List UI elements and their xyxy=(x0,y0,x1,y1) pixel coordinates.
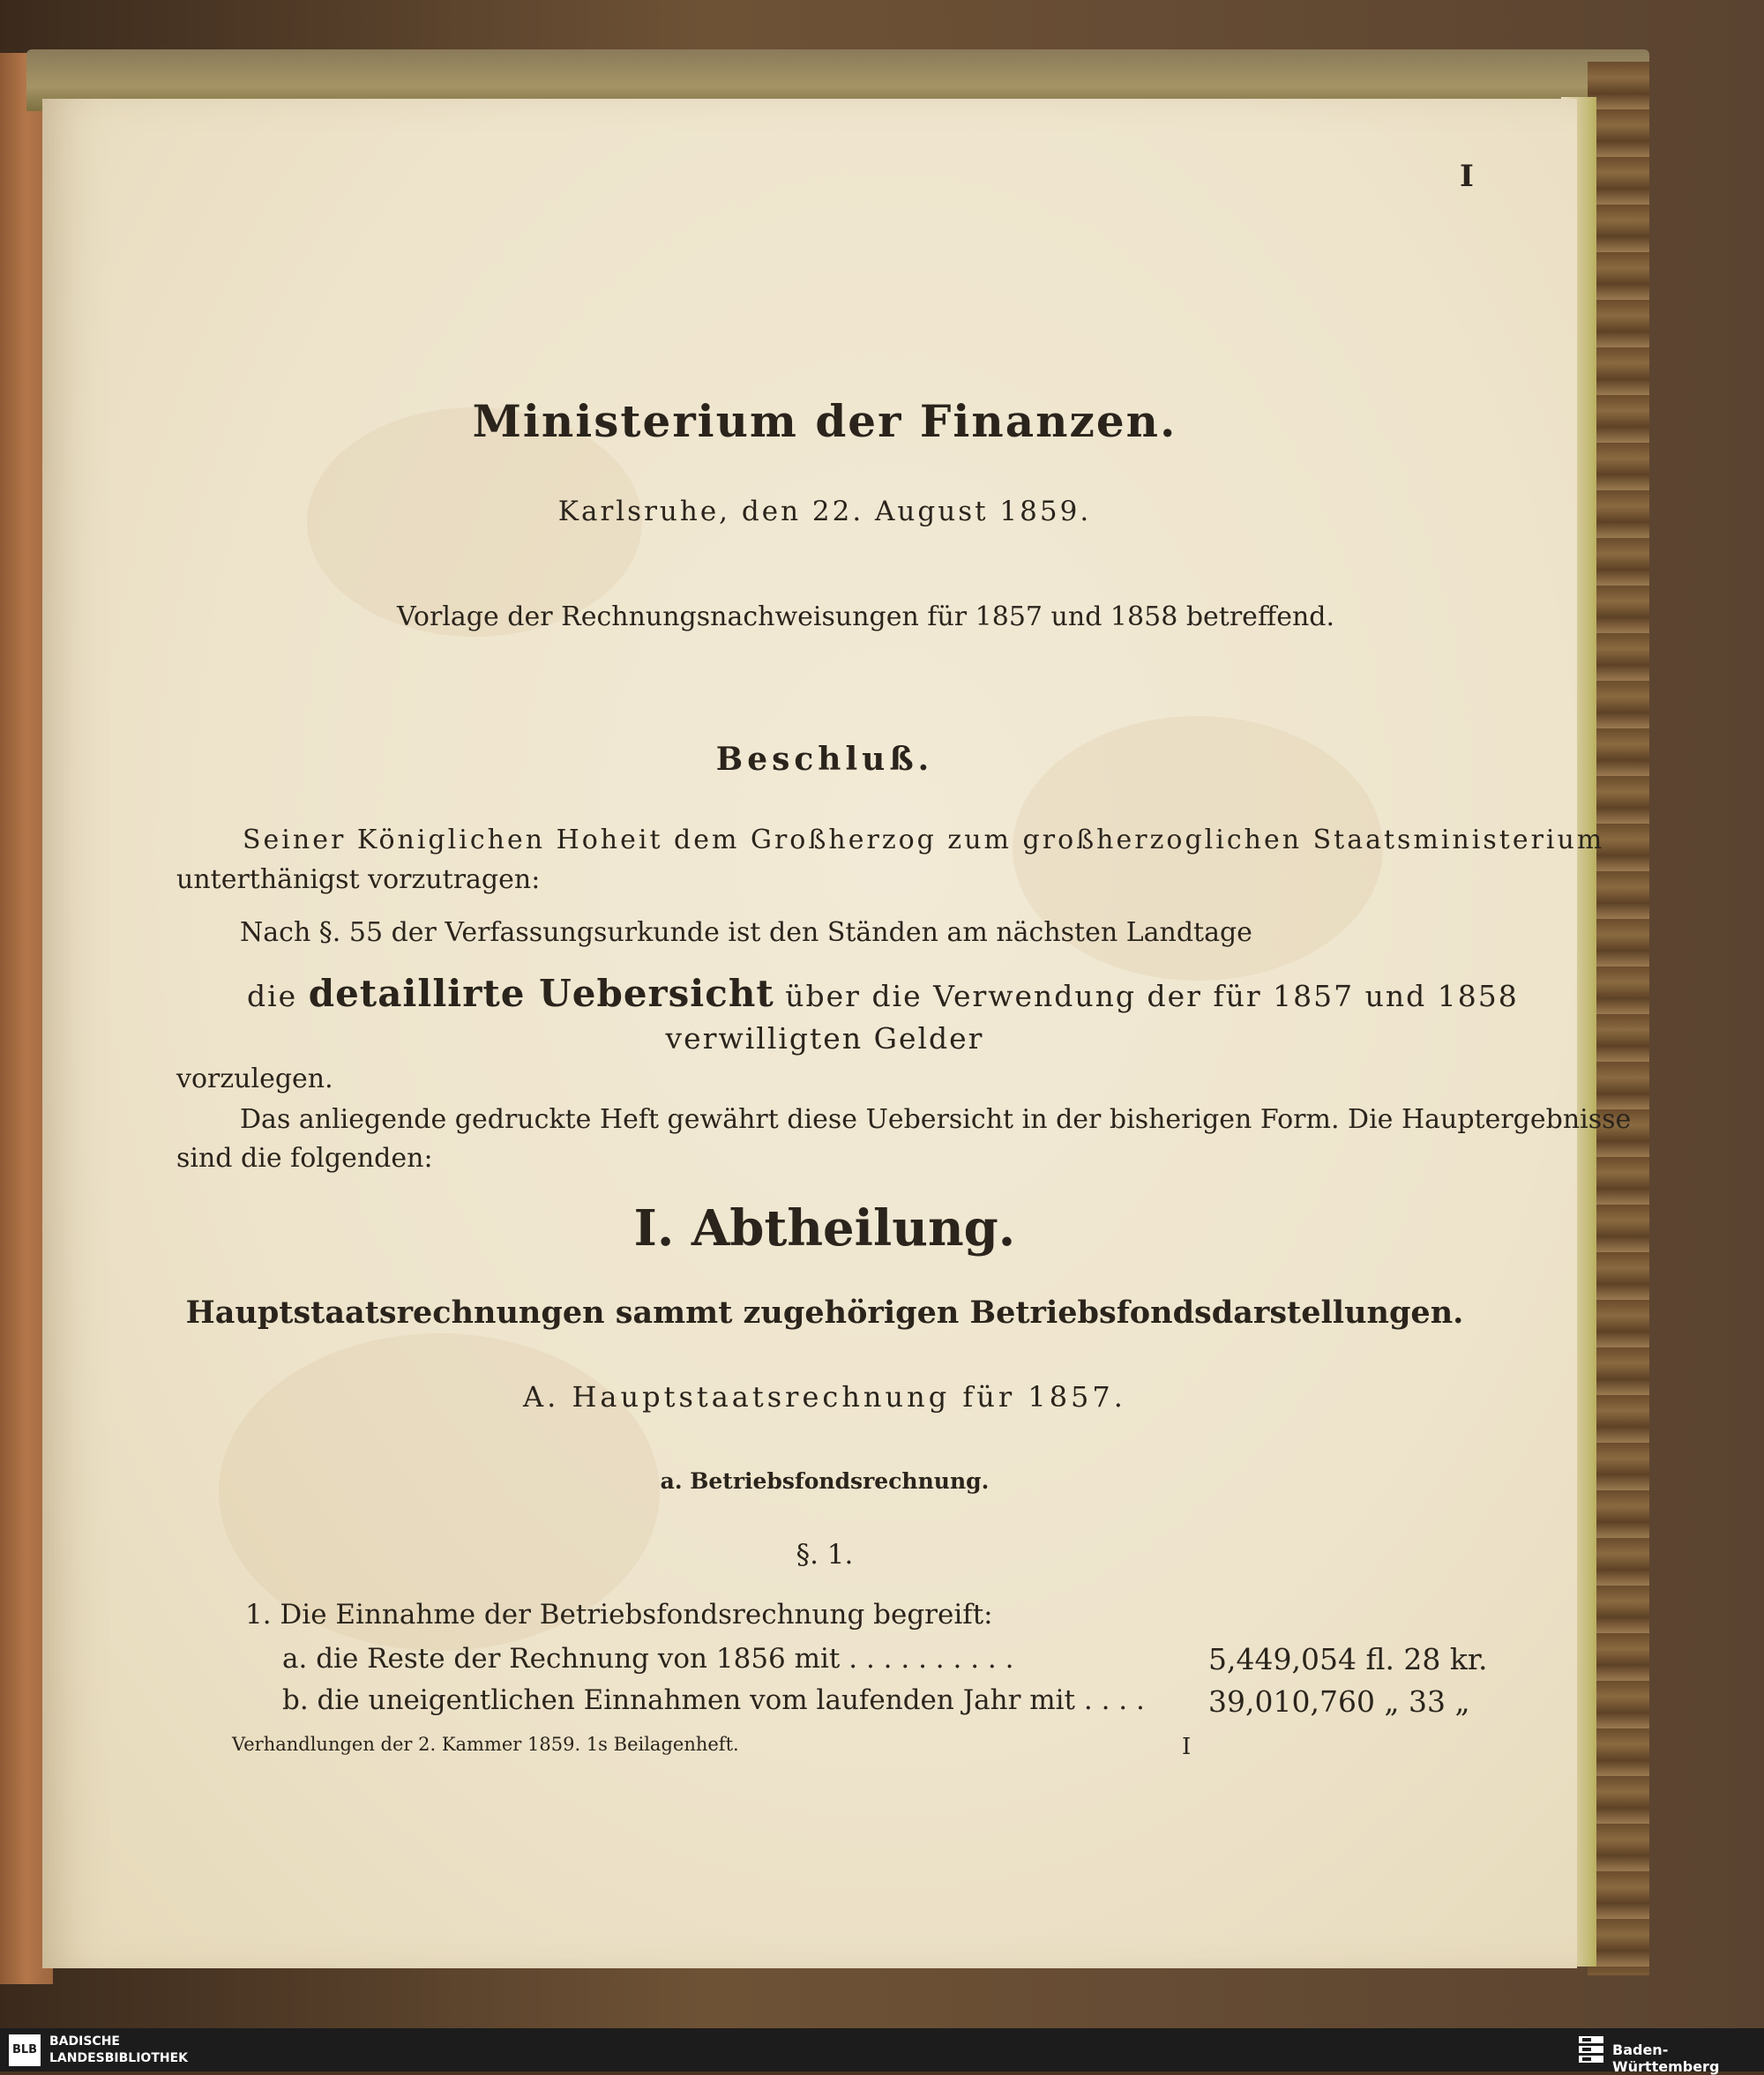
paragraph-line: Das anliegende gedruckte Heft gewährt diese Uebersicht in der bisherigen Form. Die Hauptergebnisse xyxy=(240,1104,1632,1135)
highlighted-line xyxy=(247,972,1519,1015)
dateline: Karlsruhe, den 22. August 1859. xyxy=(557,496,1092,527)
page-title: Ministerium der Finanzen. xyxy=(472,395,1177,447)
subsection-title: a. Betriebsfondsrechnung. xyxy=(660,1468,990,1494)
blb-logo-line1: BADISCHE xyxy=(49,2034,120,2049)
amount-b: 39,010,760 „ 33 „ xyxy=(1208,1684,1470,1719)
baden-wuerttemberg-logo-text[interactable]: Baden-Württemberg xyxy=(1612,2041,1720,2075)
paragraph-line: unterthänigst vorzutragen: xyxy=(176,864,541,895)
book-cover-right xyxy=(1588,62,1649,1975)
blb-logo-icon[interactable]: BLB xyxy=(9,2034,41,2066)
beschluss-heading: Beschluß. xyxy=(715,741,934,778)
highlight-post: über die Verwendung der für 1857 und 1858 xyxy=(774,979,1519,1013)
page-number: I xyxy=(1460,159,1474,194)
signature-mark: I xyxy=(1182,1734,1192,1760)
list-item: 1. Die Einnahme der Betriebsfondsrechnung begreift: xyxy=(245,1599,993,1631)
highlight-bold: detaillirte Uebersicht xyxy=(308,972,774,1015)
paragraph-line: vorzulegen. xyxy=(176,1064,333,1094)
paragraph-line: Nach §. 55 der Verfassungsurkunde ist den Ständen am nächsten Landtage xyxy=(240,917,1252,948)
list-item-b: b. die uneigentlichen Einnahmen vom laufenden Jahr mit . . . . xyxy=(282,1684,1145,1716)
blb-logo-line2: LANDESBIBLIOTHEK xyxy=(49,2051,189,2065)
list-item-a: a. die Reste der Rechnung von 1856 mit . . . . . . . . . . xyxy=(282,1643,1014,1675)
page-footer: Verhandlungen der 2. Kammer 1859. 1s Beilagenheft. xyxy=(232,1734,739,1755)
highlighted-line-2: verwilligten Gelder xyxy=(665,1021,984,1056)
paragraph-line: Seiner Königlichen Hoheit dem Großherzog zum großherzoglichen Staatsministerium xyxy=(243,825,1605,855)
subject-line: Vorlage der Rechnungsnachweisungen für 1857 und 1858 betreffend. xyxy=(397,601,1335,632)
blb-logo-text[interactable] xyxy=(49,2034,188,2067)
section-heading: I. Abtheilung. xyxy=(633,1199,1016,1258)
subsection-heading: A. Hauptstaatsrechnung für 1857. xyxy=(523,1380,1126,1414)
paragraph-line: sind die folgenden: xyxy=(176,1143,433,1174)
section-subheading: Hauptstaatsrechnungen sammt zugehörigen Betriebsfondsdarstellungen. xyxy=(185,1295,1464,1331)
amount-a: 5,449,054 fl. 28 kr. xyxy=(1208,1642,1488,1676)
viewer-footer-bar xyxy=(0,2028,1764,2071)
baden-wuerttemberg-lion-icon[interactable] xyxy=(1577,2034,1605,2064)
paragraph-number: §. 1. xyxy=(796,1539,854,1571)
highlight-pre: die xyxy=(247,979,309,1013)
